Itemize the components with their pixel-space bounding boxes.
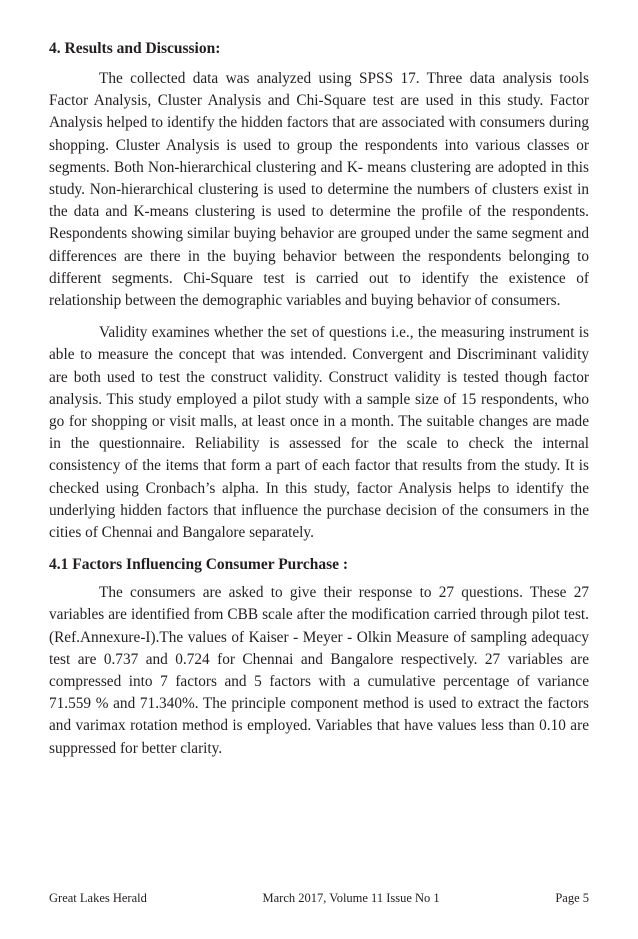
footer-issue-info: March 2017, Volume 11 Issue No 1: [262, 891, 440, 905]
page-body: [49, 38, 589, 770]
paragraph-validity: Validity examines whether the set of questions i.e., the measuring instrument is able to measure the concept that was intended. Convergent and Discriminant validity are both used to test the construct validity. Construct validity is tested though factor analysis. This study employed a pilot study with a sample size of 15 respondents, who go for shopping or visit malls, at least once in a month. The suitable changes are made in the questionnaire. Reliability is assessed for the scale to check the internal consistency of the items that form a part of each factor that results from the study. It is checked using Cronbach’s alpha. In this study, factor Analysis helps to identify the underlying hidden factors that influence the purchase decision of the consumers in the cities of Chennai and Bangalore separately.: [49, 324, 589, 542]
page-footer: [49, 890, 589, 906]
subsection-heading: 4.1 Factors Influencing Consumer Purchase :: [49, 556, 349, 574]
section-heading: 4. Results and Discussion:: [49, 40, 221, 57]
paragraph-analysis-methods: The collected data was analyzed using SPSS 17. Three data analysis tools Factor Analysis, Cluster Analysis and Chi-Square test are used in this study. Factor Analysis helped to identify the hidden factors that are associated with consumers during shopping. Cluster Analysis is used to group the respondents into various classes or segments. Both Non-hierarchical clustering and K- means clustering are adopted in this study. Non-hierarchical clustering is used to determine the numbers of clusters exist in the data and K-means clustering is used to determine the profile of the respondents. Respondents showing similar buying behavior are grouped under the same segment and differences are there in the buying behavior between the respondents belonging to different segments. Chi-Square test is carried out to identify the existence of relationship between the demographic variables and buying behavior of consumers.: [49, 70, 589, 310]
footer-page-number: Page 5: [555, 891, 589, 905]
paragraph-factors: The consumers are asked to give their response to 27 questions. These 27 variables are identified from CBB scale after the modification carried through pilot test. (Ref.Annexure-I).The values of Kaiser - Meyer - Olkin Measure of sampling adequacy test are 0.737 and 0.724 for Chennai and Bangalore respectively. 27 variables are compressed into 7 factors and 5 factors with a cumulative percentage of variance 71.559 % and 71.340%. The principle component method is used to extract the factors and varimax rotation method is employed. Variables that have values less than 0.10 are suppressed for better clarity.: [49, 584, 589, 757]
footer-journal-name: Great Lakes Herald: [49, 891, 147, 905]
